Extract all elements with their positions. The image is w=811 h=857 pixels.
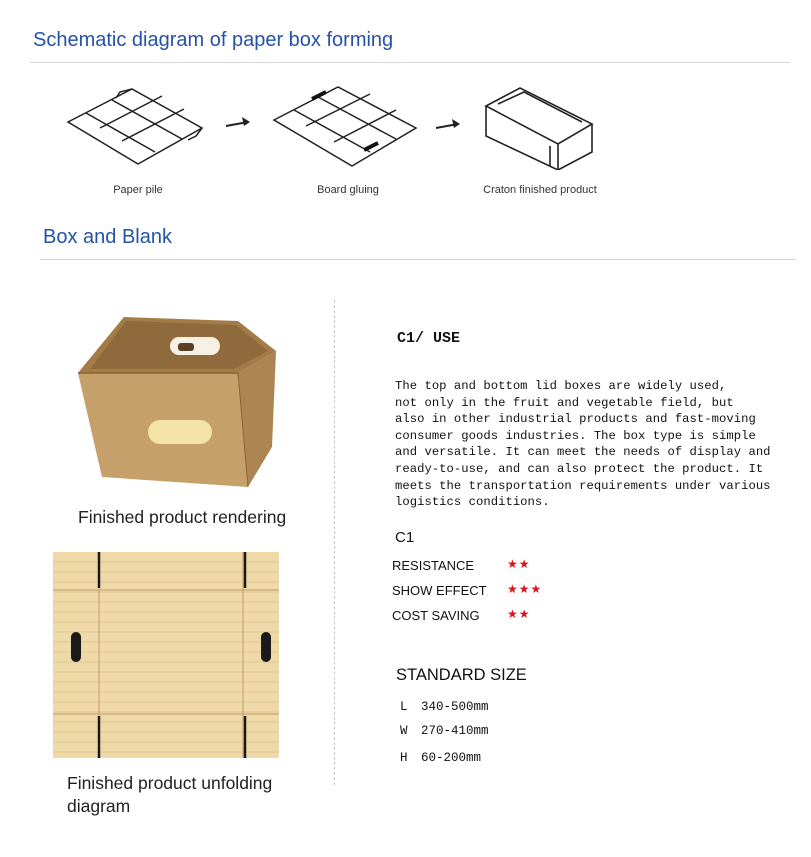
size-dim: L xyxy=(400,700,408,714)
box-blank-divider xyxy=(40,259,796,260)
size-range: 270-410mm xyxy=(421,724,489,738)
size-range: 60-200mm xyxy=(421,751,482,765)
use-description: The top and bottom lid boxes are widely used, not only in the fruit and vegetable field, but also in other industrial products and fast-moving consumer goods industries. The box type is simple and versatile. It can meet the needs of display and ready-to-use, and can also protect the product. It meets the transportation requirements under various logistics conditions. xyxy=(395,379,771,510)
rating-label-cost-saving: COST SAVING xyxy=(392,608,480,623)
standard-size-heading: STANDARD SIZE xyxy=(396,666,527,684)
step-label-board-gluing: Board gluing xyxy=(317,184,379,196)
use-heading: C1/ USE xyxy=(397,330,461,347)
size-dim: W xyxy=(400,724,408,738)
rating-model: C1 xyxy=(395,529,415,546)
forming-section-title: Schematic diagram of paper box forming xyxy=(33,29,394,51)
rating-label-resistance: RESISTANCE xyxy=(392,558,475,573)
size-row-length xyxy=(400,700,489,714)
rating-label-show-effect: SHOW EFFECT xyxy=(392,583,487,598)
unfolding-blank-image xyxy=(53,552,279,758)
unfolding-caption: Finished product unfolding diagram xyxy=(67,773,273,816)
board-gluing-illustration xyxy=(268,82,423,174)
finished-box-rendering xyxy=(78,315,278,491)
arrow-right-icon xyxy=(434,118,464,134)
size-row-height xyxy=(400,751,481,765)
size-dim: H xyxy=(400,751,408,765)
arrow-right-icon xyxy=(224,116,254,132)
finished-box-illustration xyxy=(478,84,598,170)
forming-divider xyxy=(30,62,790,63)
rendering-caption: Finished product rendering xyxy=(78,507,287,527)
step-label-paper-pile: Paper pile xyxy=(113,184,163,196)
rating-stars-resistance: ★★ xyxy=(507,557,531,571)
step-label-finished-product: Craton finished product xyxy=(483,184,597,196)
box-blank-section-title: Box and Blank xyxy=(43,226,172,248)
paper-pile-illustration xyxy=(60,84,210,174)
size-row-width xyxy=(400,724,489,738)
rating-stars-cost-saving: ★★ xyxy=(507,607,531,621)
rating-stars-show-effect: ★★★ xyxy=(507,582,543,596)
size-range: 340-500mm xyxy=(421,700,489,714)
column-divider xyxy=(334,300,335,785)
